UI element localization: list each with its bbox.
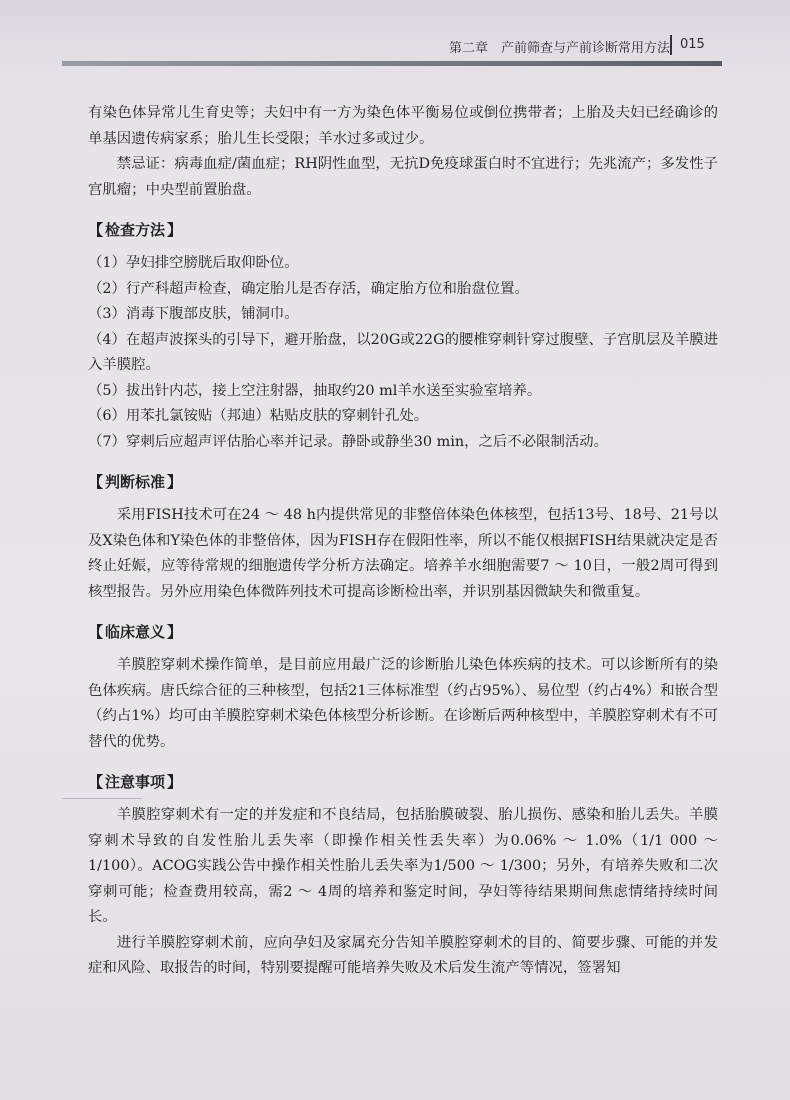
header-separator: [670, 35, 672, 55]
heading-text: 判断标准: [105, 473, 166, 492]
list-item: （3）消毒下腹部皮肤，铺洞巾。: [88, 306, 299, 322]
header-rule: [62, 61, 722, 66]
running-header: [0, 30, 790, 66]
section-heading-criteria: [88, 469, 718, 497]
significance-paragraph: 羊膜腔穿刺术操作简单，是目前应用最广泛的诊断胎儿染色体疾病的技术。可以诊断所有的染色体疾病。唐氏综合征的三种核型，包括21三体标准型（约占95%）、易位型（约占4%）和嵌合型（约占1%）均可由羊膜腔穿刺术染色体核型分析诊断。在诊断后两种核型中，羊膜腔穿刺术有不可替代的优势。: [88, 657, 718, 750]
list-item: （6）用苯扎氯铵贴（邦迪）粘贴皮肤的穿刺针孔处。: [88, 408, 429, 424]
intro-paragraph: 有染色体异常儿生育史等；夫妇中有一方为染色体平衡易位或倒位携带者；上胎及夫妇已经确诊的单基因遗传病家系；胎儿生长受限；羊水过多或过少。: [88, 105, 718, 147]
list-item: （7）穿刺后应超声评估胎心率并记录。静卧或静坐30 min，之后不必限制活动。: [88, 433, 609, 450]
section-heading-significance: [88, 619, 718, 647]
notes-paragraph: 羊膜腔穿刺术有一定的并发症和不良结局，包括胎膜破裂、胎儿损伤、感染和胎儿丢失。羊膜穿刺术导致的自发性胎儿丢失率（即操作相关性丢失率）为0.06% ～ 1.0%（1/1 000 ～ 1/100）。ACOG实践公告中操作相关性胎儿丢失率为1/500 ～ 1/300；另外，有培养失败和二次穿刺可能；检查费用较高，需2 ～ 4周的培养和鉴定时间，孕妇等待结果期间焦虑情绪持续时间长。: [88, 807, 718, 925]
bracket-close: 】: [167, 221, 183, 240]
bracket-open: 【: [88, 473, 104, 492]
notes-paragraph: 进行羊膜腔穿刺术前，应向孕妇及家属充分告知羊膜腔穿刺术的目的、简要步骤、可能的并发症和风险、取报告的时间，特别要提醒可能培养失败及术后发生流产等情况，签署知: [88, 934, 718, 976]
bracket-close: 】: [167, 773, 183, 792]
list-item: （4）在超声波探头的引导下，避开胎盘，以20G或22G的腰椎穿刺针穿过腹壁、子宫肌层及羊膜进入羊膜腔。: [88, 331, 719, 373]
heading-text: 检查方法: [105, 221, 166, 240]
bracket-open: 【: [88, 773, 104, 792]
heading-text: 注意事项: [105, 773, 166, 792]
list-item: （1）孕妇排空膀胱后取仰卧位。: [88, 255, 299, 271]
section-heading-notes: [88, 769, 718, 797]
bracket-close: 】: [167, 623, 183, 642]
bracket-open: 【: [88, 221, 104, 240]
bracket-open: 【: [88, 623, 104, 642]
bracket-close: 】: [167, 473, 183, 492]
page-number: 015: [680, 37, 705, 52]
contraindication-paragraph: 禁忌证：病毒血症/菌血症；RH阴性血型，无抗D免疫球蛋白时不宜进行；先兆流产；多发性子宫肌瘤；中央型前置胎盘。: [88, 156, 718, 198]
section-heading-methods: [88, 217, 718, 245]
list-item: （5）拔出针内芯，接上空注射器，抽取约20 ml羊水送至实验室培养。: [88, 382, 542, 399]
body-text: [88, 101, 718, 982]
bleed-through-rule: [62, 798, 142, 799]
criteria-paragraph: 采用FISH技术可在24 ～ 48 h内提供常见的非整倍体染色体核型，包括13号、18号、21号以及X染色体和Y染色体的非整倍体，因为FISH存在假阳性率，所以不能仅根据FISH结果就决定是否终止妊娠，应等待常规的细胞遗传学分析方法确定。培养羊水细胞需要7 ～ 10日，一般2周可得到核型报告。另外应用染色体微阵列技术可提高诊断检出率，并识别基因微缺失和微重复。: [88, 507, 718, 600]
chapter-title: 第二章 产前筛查与产前诊断常用方法: [448, 41, 670, 56]
list-item: （2）行产科超声检查，确定胎儿是否存活，确定胎方位和胎盘位置。: [88, 280, 529, 297]
heading-text: 临床意义: [105, 623, 166, 642]
